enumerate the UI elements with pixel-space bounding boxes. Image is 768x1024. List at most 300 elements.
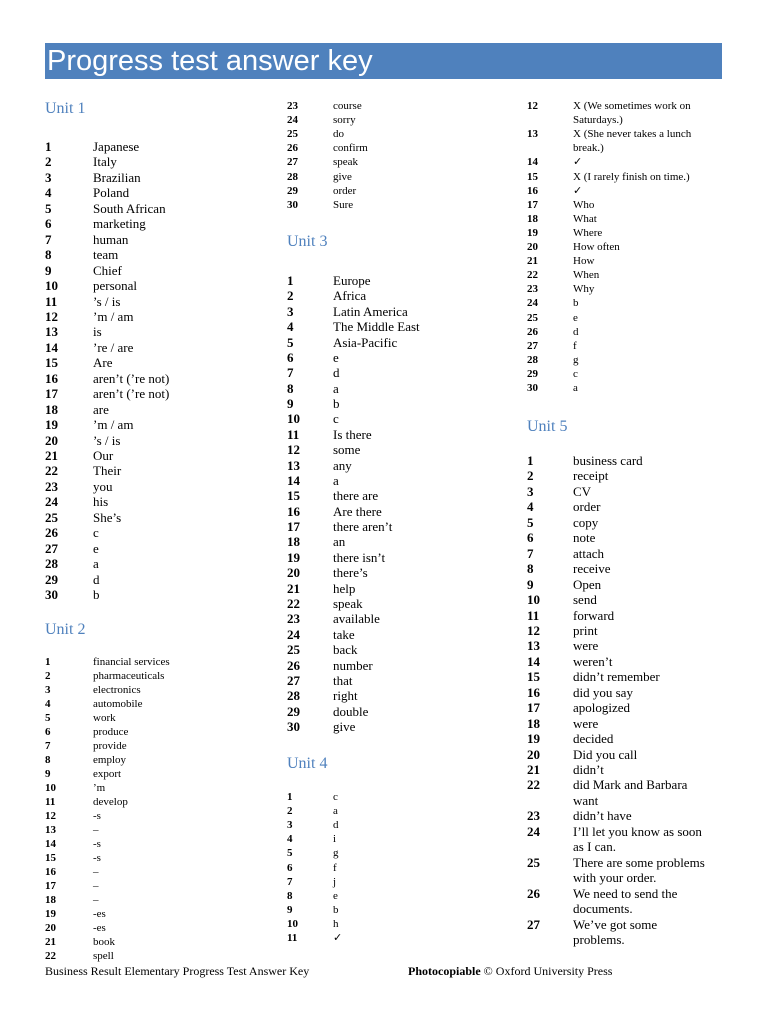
question-number: 21 bbox=[45, 935, 56, 948]
answer-text: When bbox=[573, 269, 600, 282]
answer-text: ’re / are bbox=[93, 339, 134, 355]
answer-text: you bbox=[93, 478, 113, 494]
question-number: 10 bbox=[45, 781, 56, 794]
question-number: 13 bbox=[45, 823, 56, 836]
question-number: 17 bbox=[527, 198, 538, 211]
answer-text: There are some problems with your order. bbox=[573, 854, 705, 886]
question-number: 20 bbox=[45, 921, 56, 934]
unit-heading: Unit 2 bbox=[45, 621, 86, 638]
answer-text: business card bbox=[573, 453, 643, 468]
answer-text: X (She never takes a lunch break.) bbox=[573, 128, 692, 155]
answer-text: ’m / am bbox=[93, 417, 134, 433]
question-number: 8 bbox=[527, 561, 534, 577]
question-number: 5 bbox=[45, 200, 52, 216]
question-number: 1 bbox=[527, 453, 534, 468]
footer-copyright: © Oxford University Press bbox=[480, 964, 613, 978]
answer-text: receive bbox=[573, 561, 611, 577]
answer-text: copy bbox=[573, 514, 599, 530]
answer-text: Asia-Pacific bbox=[333, 334, 398, 350]
question-number: 20 bbox=[45, 432, 58, 448]
answer-text: didn’t remember bbox=[573, 669, 660, 685]
answer-text: What bbox=[573, 212, 597, 225]
footer-right bbox=[408, 964, 612, 979]
answer-text: Are bbox=[93, 355, 113, 371]
answer-text: b bbox=[333, 396, 340, 412]
question-number: 13 bbox=[45, 324, 58, 340]
answer-text: didn’t have bbox=[573, 808, 632, 824]
question-number: 17 bbox=[45, 386, 58, 402]
answer-text: an bbox=[333, 534, 346, 550]
question-number: 5 bbox=[45, 711, 51, 724]
answer-text: How often bbox=[573, 241, 620, 253]
question-number: 13 bbox=[287, 457, 300, 473]
question-number: 30 bbox=[287, 198, 298, 211]
answer-text: How bbox=[573, 255, 595, 268]
question-number: 26 bbox=[287, 142, 298, 155]
question-number: 2 bbox=[45, 669, 51, 682]
answer-text: – bbox=[93, 879, 99, 892]
question-number: 9 bbox=[287, 903, 293, 916]
answer-text: send bbox=[573, 592, 597, 608]
answer-text: b bbox=[333, 903, 339, 916]
answer-text: book bbox=[93, 935, 115, 948]
answer-text: there’s bbox=[333, 565, 368, 581]
answer-text: g bbox=[333, 847, 339, 860]
answer-text: Italy bbox=[93, 154, 117, 170]
question-number: 2 bbox=[287, 805, 293, 818]
answer-text: ’s / is bbox=[93, 293, 121, 309]
question-number: 10 bbox=[287, 411, 300, 427]
answer-text: We need to send the documents. bbox=[573, 885, 678, 917]
answer-text: c bbox=[573, 367, 578, 380]
question-number: 24 bbox=[45, 494, 58, 510]
answer-text: Who bbox=[573, 198, 595, 211]
answer-text: help bbox=[333, 580, 356, 596]
unit-heading: Unit 3 bbox=[287, 233, 328, 250]
footer-photocopiable: Photocopiable bbox=[408, 964, 481, 978]
question-number: 7 bbox=[527, 545, 534, 561]
answer-text: – bbox=[93, 823, 99, 836]
answer-text: print bbox=[573, 622, 598, 638]
answer-text: Africa bbox=[333, 288, 367, 304]
question-number: 2 bbox=[287, 288, 294, 304]
answer-text: Where bbox=[573, 226, 603, 239]
answer-text: ’m bbox=[93, 781, 106, 794]
question-number: 6 bbox=[287, 349, 294, 365]
question-number: 9 bbox=[527, 576, 534, 592]
answer-text: there are bbox=[333, 488, 379, 504]
question-number: 6 bbox=[45, 216, 52, 232]
question-number: 10 bbox=[287, 917, 298, 930]
answer-text: some bbox=[333, 442, 361, 458]
answer-text: right bbox=[333, 688, 358, 704]
question-number: 14 bbox=[45, 339, 58, 355]
answer-text: e bbox=[333, 889, 338, 902]
question-number: 21 bbox=[45, 448, 58, 463]
answer-text: speak bbox=[333, 595, 363, 611]
answer-text: develop bbox=[93, 795, 128, 808]
question-number: 12 bbox=[45, 308, 58, 324]
question-number: 6 bbox=[45, 725, 51, 738]
answer-text: a bbox=[333, 380, 339, 396]
answer-text: spell bbox=[93, 949, 114, 962]
question-number: 29 bbox=[287, 703, 300, 719]
question-number: 23 bbox=[287, 611, 300, 627]
answer-text: g bbox=[573, 353, 579, 366]
answer-text: Their bbox=[93, 463, 122, 479]
question-number: 24 bbox=[287, 114, 298, 127]
question-number: 18 bbox=[45, 893, 56, 906]
question-number: 12 bbox=[287, 442, 300, 458]
footer-left: Business Result Elementary Progress Test Answer Key bbox=[45, 964, 310, 978]
answer-text: financial services bbox=[93, 656, 170, 668]
question-number: 22 bbox=[45, 949, 56, 962]
answer-text: f bbox=[573, 339, 577, 352]
answer-text: b bbox=[573, 297, 579, 310]
question-number: 30 bbox=[527, 382, 538, 394]
question-number: 22 bbox=[527, 269, 538, 282]
question-number: 25 bbox=[527, 854, 540, 870]
question-number: 24 bbox=[287, 626, 300, 642]
answer-text: She’s bbox=[93, 509, 122, 525]
question-number: 16 bbox=[45, 865, 56, 878]
question-number: 26 bbox=[527, 885, 540, 901]
question-number: 22 bbox=[287, 595, 300, 611]
question-number: 29 bbox=[287, 184, 298, 197]
answer-text: – bbox=[93, 865, 99, 878]
question-number: 1 bbox=[287, 273, 294, 288]
answer-text: i bbox=[333, 833, 337, 846]
question-number: 23 bbox=[527, 808, 540, 824]
question-number: 3 bbox=[287, 819, 293, 832]
answer-text: – bbox=[93, 893, 99, 906]
question-number: 22 bbox=[45, 463, 58, 479]
question-number: 20 bbox=[527, 746, 540, 762]
answer-text: ✓ bbox=[573, 156, 583, 169]
question-number: 8 bbox=[45, 753, 51, 766]
answer-text: were bbox=[573, 715, 599, 731]
answer-text: f bbox=[333, 861, 337, 874]
question-number: 11 bbox=[45, 795, 56, 808]
question-number: 21 bbox=[287, 580, 300, 596]
question-number: 8 bbox=[45, 247, 52, 263]
answer-text: j bbox=[333, 875, 337, 888]
answer-text: ’s / is bbox=[93, 432, 121, 448]
question-number: 13 bbox=[527, 128, 538, 141]
answer-text: ✓ bbox=[573, 184, 583, 197]
answer-text: h bbox=[333, 917, 339, 930]
question-number: 10 bbox=[527, 592, 540, 608]
answer-text: available bbox=[333, 611, 380, 627]
answer-text: that bbox=[333, 672, 353, 688]
question-number: 4 bbox=[45, 185, 52, 201]
question-number: 16 bbox=[45, 370, 58, 386]
question-number: 4 bbox=[287, 833, 293, 846]
answer-text: c bbox=[333, 791, 338, 803]
question-number: 25 bbox=[287, 642, 300, 658]
answer-text: d bbox=[93, 571, 100, 587]
answer-text: back bbox=[333, 642, 358, 658]
question-number: 17 bbox=[287, 519, 300, 535]
answer-text: forward bbox=[573, 607, 615, 623]
answer-text: receipt bbox=[573, 468, 609, 484]
answer-text: Japanese bbox=[93, 139, 140, 154]
question-number: 28 bbox=[287, 170, 298, 183]
answer-text: d bbox=[333, 365, 340, 381]
question-number: 11 bbox=[527, 607, 540, 623]
answer-text: export bbox=[93, 767, 122, 780]
unit-heading: Unit 4 bbox=[287, 755, 328, 772]
answer-text: course bbox=[333, 100, 362, 112]
answer-text: a bbox=[93, 556, 99, 572]
answer-text: provide bbox=[93, 739, 127, 752]
answer-text: work bbox=[93, 711, 116, 724]
answer-text: electronics bbox=[93, 683, 141, 696]
answer-text: did Mark and Barbara want bbox=[573, 777, 688, 808]
question-number: 25 bbox=[527, 311, 538, 324]
answer-text: We’ve got some problems. bbox=[573, 916, 658, 947]
question-number: 2 bbox=[45, 154, 52, 170]
question-number: 17 bbox=[527, 700, 540, 716]
question-number: 22 bbox=[527, 777, 540, 793]
question-number: 21 bbox=[527, 255, 538, 268]
question-number: 29 bbox=[45, 571, 58, 587]
question-number: 6 bbox=[287, 861, 293, 874]
question-number: 3 bbox=[45, 169, 52, 185]
answer-text: I’ll let you know as soon as I can. bbox=[573, 823, 702, 855]
question-number: 27 bbox=[45, 540, 58, 556]
question-number: 8 bbox=[287, 889, 293, 902]
answer-text: note bbox=[573, 530, 596, 546]
answer-text: pharmaceuticals bbox=[93, 669, 165, 682]
question-number: 14 bbox=[527, 653, 540, 669]
answer-text: produce bbox=[93, 725, 129, 738]
question-number: 14 bbox=[45, 837, 56, 850]
answer-text: -es bbox=[93, 921, 106, 934]
question-number: 25 bbox=[287, 128, 298, 141]
question-number: 7 bbox=[45, 231, 52, 247]
answer-text: CV bbox=[573, 483, 592, 499]
question-number: 24 bbox=[527, 823, 540, 839]
question-number: 19 bbox=[45, 417, 58, 433]
question-number: 13 bbox=[527, 638, 540, 654]
question-number: 26 bbox=[287, 657, 300, 673]
answer-text: employ bbox=[93, 753, 126, 766]
question-number: 7 bbox=[45, 739, 51, 752]
question-number: 12 bbox=[45, 809, 56, 822]
question-number: 15 bbox=[527, 170, 538, 183]
answer-text: double bbox=[333, 703, 369, 719]
question-number: 16 bbox=[527, 184, 538, 197]
answer-text: Poland bbox=[93, 185, 130, 201]
answer-text: there isn’t bbox=[333, 549, 386, 565]
answer-text: are bbox=[93, 401, 109, 417]
answer-text: a bbox=[573, 382, 578, 394]
question-number: 5 bbox=[287, 334, 294, 350]
answer-text: X (We sometimes work on Saturdays.) bbox=[573, 100, 691, 127]
question-number: 11 bbox=[287, 932, 298, 944]
question-number: 18 bbox=[45, 401, 58, 417]
question-number: 24 bbox=[527, 297, 538, 310]
answer-text: sorry bbox=[333, 114, 356, 127]
question-number: 7 bbox=[287, 365, 294, 381]
answer-text: order bbox=[573, 499, 601, 515]
question-number: 21 bbox=[527, 762, 540, 777]
answer-text: do bbox=[333, 128, 344, 141]
question-number: 2 bbox=[527, 468, 534, 484]
answer-text: Sure bbox=[333, 198, 354, 211]
question-number: 3 bbox=[527, 483, 534, 499]
answer-text: a bbox=[333, 805, 338, 818]
question-number: 30 bbox=[45, 587, 58, 603]
answer-text: personal bbox=[93, 278, 138, 294]
answer-text: Open bbox=[573, 576, 602, 592]
answer-text: team bbox=[93, 247, 119, 263]
answer-text: confirm bbox=[333, 142, 368, 155]
question-number: 15 bbox=[527, 669, 540, 685]
question-number: 27 bbox=[527, 339, 538, 352]
question-number: 12 bbox=[527, 622, 540, 638]
answer-text: ’m / am bbox=[93, 308, 134, 324]
page-title: Progress test answer key bbox=[45, 43, 722, 79]
answer-text: decided bbox=[573, 731, 614, 747]
answer-text: e bbox=[573, 311, 578, 324]
question-number: 5 bbox=[287, 847, 293, 860]
answer-text: there aren’t bbox=[333, 519, 393, 535]
answer-text: -es bbox=[93, 907, 106, 920]
question-number: 1 bbox=[45, 139, 52, 154]
answer-text: South African bbox=[93, 200, 166, 216]
question-number: 28 bbox=[527, 353, 538, 366]
question-number: 20 bbox=[527, 241, 538, 253]
answer-text: take bbox=[333, 626, 355, 642]
answer-text: his bbox=[93, 494, 109, 510]
answer-text: Did you call bbox=[573, 746, 638, 762]
answer-text: X (I rarely finish on time.) bbox=[573, 170, 690, 183]
question-number: 27 bbox=[287, 156, 298, 169]
question-number: 3 bbox=[45, 683, 51, 696]
answer-text: automobile bbox=[93, 697, 143, 710]
answer-text: didn’t bbox=[573, 762, 604, 777]
question-number: 10 bbox=[45, 278, 58, 294]
question-number: 18 bbox=[527, 212, 538, 225]
question-number: 11 bbox=[45, 293, 58, 309]
question-number: 9 bbox=[45, 262, 52, 278]
question-number: 7 bbox=[287, 875, 293, 888]
question-number: 23 bbox=[527, 283, 538, 296]
question-number: 1 bbox=[45, 656, 51, 668]
question-number: 6 bbox=[527, 530, 534, 546]
question-number: 12 bbox=[527, 100, 538, 112]
answer-text: give bbox=[333, 170, 352, 183]
question-number: 17 bbox=[45, 879, 56, 892]
question-number: 4 bbox=[287, 319, 294, 335]
answer-text: -s bbox=[93, 809, 101, 822]
question-number: 23 bbox=[45, 478, 58, 494]
answer-text: give bbox=[333, 719, 356, 735]
question-number: 4 bbox=[45, 697, 51, 710]
question-number: 15 bbox=[287, 488, 300, 504]
answer-text: b bbox=[93, 587, 100, 603]
question-number: 16 bbox=[527, 684, 540, 700]
answer-text: The Middle East bbox=[333, 319, 420, 335]
answer-text: apologized bbox=[573, 700, 631, 716]
question-number: 5 bbox=[527, 514, 534, 530]
answer-text: weren’t bbox=[573, 653, 613, 669]
answer-text: Is there bbox=[333, 426, 372, 442]
answer-text: Europe bbox=[333, 273, 371, 288]
answer-text: e bbox=[93, 540, 99, 556]
answer-text: a bbox=[333, 472, 339, 488]
answer-text: human bbox=[93, 231, 129, 247]
question-number: 30 bbox=[287, 719, 300, 735]
answer-text: were bbox=[573, 638, 599, 654]
question-number: 11 bbox=[287, 426, 300, 442]
question-number: 14 bbox=[287, 472, 300, 488]
answer-text: e bbox=[333, 349, 339, 365]
answer-text: speak bbox=[333, 156, 359, 169]
answer-text: c bbox=[93, 525, 99, 541]
question-number: 1 bbox=[287, 791, 293, 803]
answer-text: d bbox=[573, 325, 579, 338]
question-number: 18 bbox=[527, 715, 540, 731]
question-number: 18 bbox=[287, 534, 300, 550]
question-number: 9 bbox=[45, 767, 51, 780]
answer-text: order bbox=[333, 184, 357, 197]
answer-text: Brazilian bbox=[93, 169, 141, 185]
question-number: 14 bbox=[527, 156, 538, 169]
unit-heading: Unit 1 bbox=[45, 100, 86, 117]
answer-text: -s bbox=[93, 837, 101, 850]
answer-text: d bbox=[333, 819, 339, 832]
question-number: 19 bbox=[527, 226, 538, 239]
question-number: 19 bbox=[45, 907, 56, 920]
answer-text: attach bbox=[573, 545, 605, 561]
question-number: 20 bbox=[287, 565, 300, 581]
question-number: 28 bbox=[45, 556, 58, 572]
answer-text: aren’t (’re not) bbox=[93, 370, 170, 386]
question-number: 29 bbox=[527, 367, 538, 380]
question-number: 27 bbox=[527, 916, 540, 932]
answer-text: -s bbox=[93, 851, 101, 864]
answer-text: ✓ bbox=[333, 932, 343, 944]
answer-text: aren’t (’re not) bbox=[93, 386, 170, 402]
question-number: 25 bbox=[45, 509, 58, 525]
question-number: 28 bbox=[287, 688, 300, 704]
answer-text: Our bbox=[93, 448, 114, 463]
question-number: 9 bbox=[287, 396, 294, 412]
answer-text: any bbox=[333, 457, 352, 473]
question-number: 15 bbox=[45, 355, 58, 371]
question-number: 27 bbox=[287, 672, 300, 688]
answer-text: Why bbox=[573, 283, 595, 296]
question-number: 23 bbox=[287, 100, 298, 112]
question-number: 26 bbox=[45, 525, 58, 541]
answer-text: did you say bbox=[573, 684, 633, 700]
question-number: 26 bbox=[527, 325, 538, 338]
question-number: 19 bbox=[287, 549, 300, 565]
answer-text: Latin America bbox=[333, 303, 408, 319]
question-number: 19 bbox=[527, 731, 540, 747]
answer-text: marketing bbox=[93, 216, 146, 232]
question-number: 3 bbox=[287, 303, 294, 319]
answer-text: number bbox=[333, 657, 373, 673]
question-number: 8 bbox=[287, 380, 294, 396]
question-number: 4 bbox=[527, 499, 534, 515]
answer-text: Chief bbox=[93, 262, 122, 278]
unit-heading: Unit 5 bbox=[527, 418, 568, 435]
answer-text: Are there bbox=[333, 503, 382, 519]
